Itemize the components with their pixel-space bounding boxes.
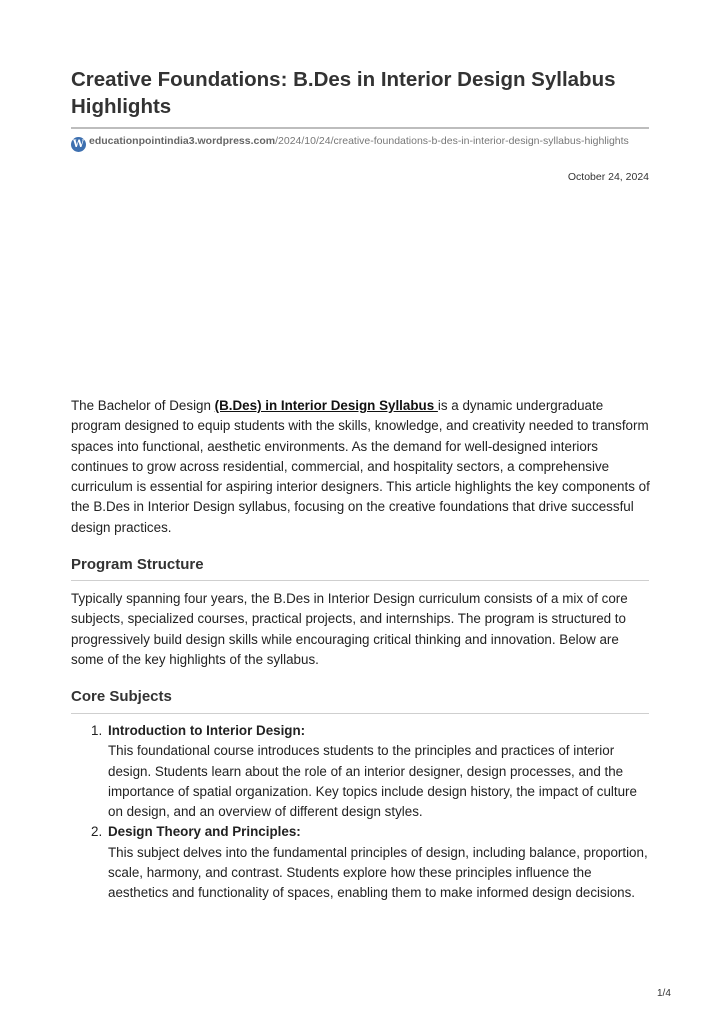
- list-item-title: Design Theory and Principles:: [108, 824, 301, 840]
- syllabus-link[interactable]: (B.Des) in Interior Design Syllabus: [214, 398, 438, 413]
- core-subjects-list: [71, 721, 651, 904]
- section-heading-program-structure: Program Structure: [71, 556, 204, 573]
- intro-text-rest: is a dynamic undergraduate program designed to equip students with the skills, knowledge, and creativity needed to transform spaces into functional, aesthetic environments. As the demand for well-designed interiors continues to grow across residential, commercial, and hospitality sectors, a comprehensive curriculum is essential for aspiring interior designers. This article highlights the key components of the B.Des in Interior Design syllabus, focusing on the creative foundations that drive successful design practices.: [71, 398, 650, 535]
- list-item-body: This foundational course introduces students to the principles and practices of interior design. Students learn about the role of an interior designer, design processes, and the importance of spatial organization. Key topics include design history, the impact of culture on design, and an overview of different design styles.: [108, 743, 637, 820]
- list-item-number: 2.: [91, 824, 103, 840]
- section-divider: [71, 713, 649, 714]
- list-item: [71, 822, 651, 903]
- section-heading-core-subjects: Core Subjects: [71, 688, 172, 705]
- intro-text-start: The Bachelor of Design: [71, 398, 215, 413]
- source-domain[interactable]: educationpointindia3.wordpress.com: [89, 135, 276, 147]
- source-url[interactable]: [71, 133, 649, 152]
- page-title: Creative Foundations: B.Des in Interior Design Syllabus Highlights: [71, 68, 616, 118]
- publish-date: October 24, 2024: [567, 171, 649, 183]
- title-divider: [71, 127, 649, 129]
- list-item-body: This subject delves into the fundamental principles of design, including balance, proportion, scale, harmony, and contrast. Students explore how these principles influence the aesthetics and functionality of spaces, enabling them to make informed design decisions.: [108, 844, 648, 901]
- page-number: 1/4: [657, 988, 671, 999]
- list-item-number: 1.: [91, 723, 103, 738]
- source-path[interactable]: /2024/10/24/creative-foundations-b-des-in-interior-design-syllabus-highlights: [275, 135, 629, 147]
- intro-paragraph: [71, 396, 651, 538]
- program-structure-paragraph: Typically spanning four years, the B.Des in Interior Design curriculum consists of a mix of core subjects, specialized courses, practical projects, and internships. The program is structured to progressively build design skills while encouraging critical thinking and innovation. Below are some of the key highlights of the syllabus.: [71, 591, 628, 667]
- section-divider: [71, 580, 649, 581]
- wordpress-icon: W: [72, 139, 85, 150]
- list-item-title: Introduction to Interior Design:: [108, 723, 306, 738]
- list-item: [71, 721, 651, 822]
